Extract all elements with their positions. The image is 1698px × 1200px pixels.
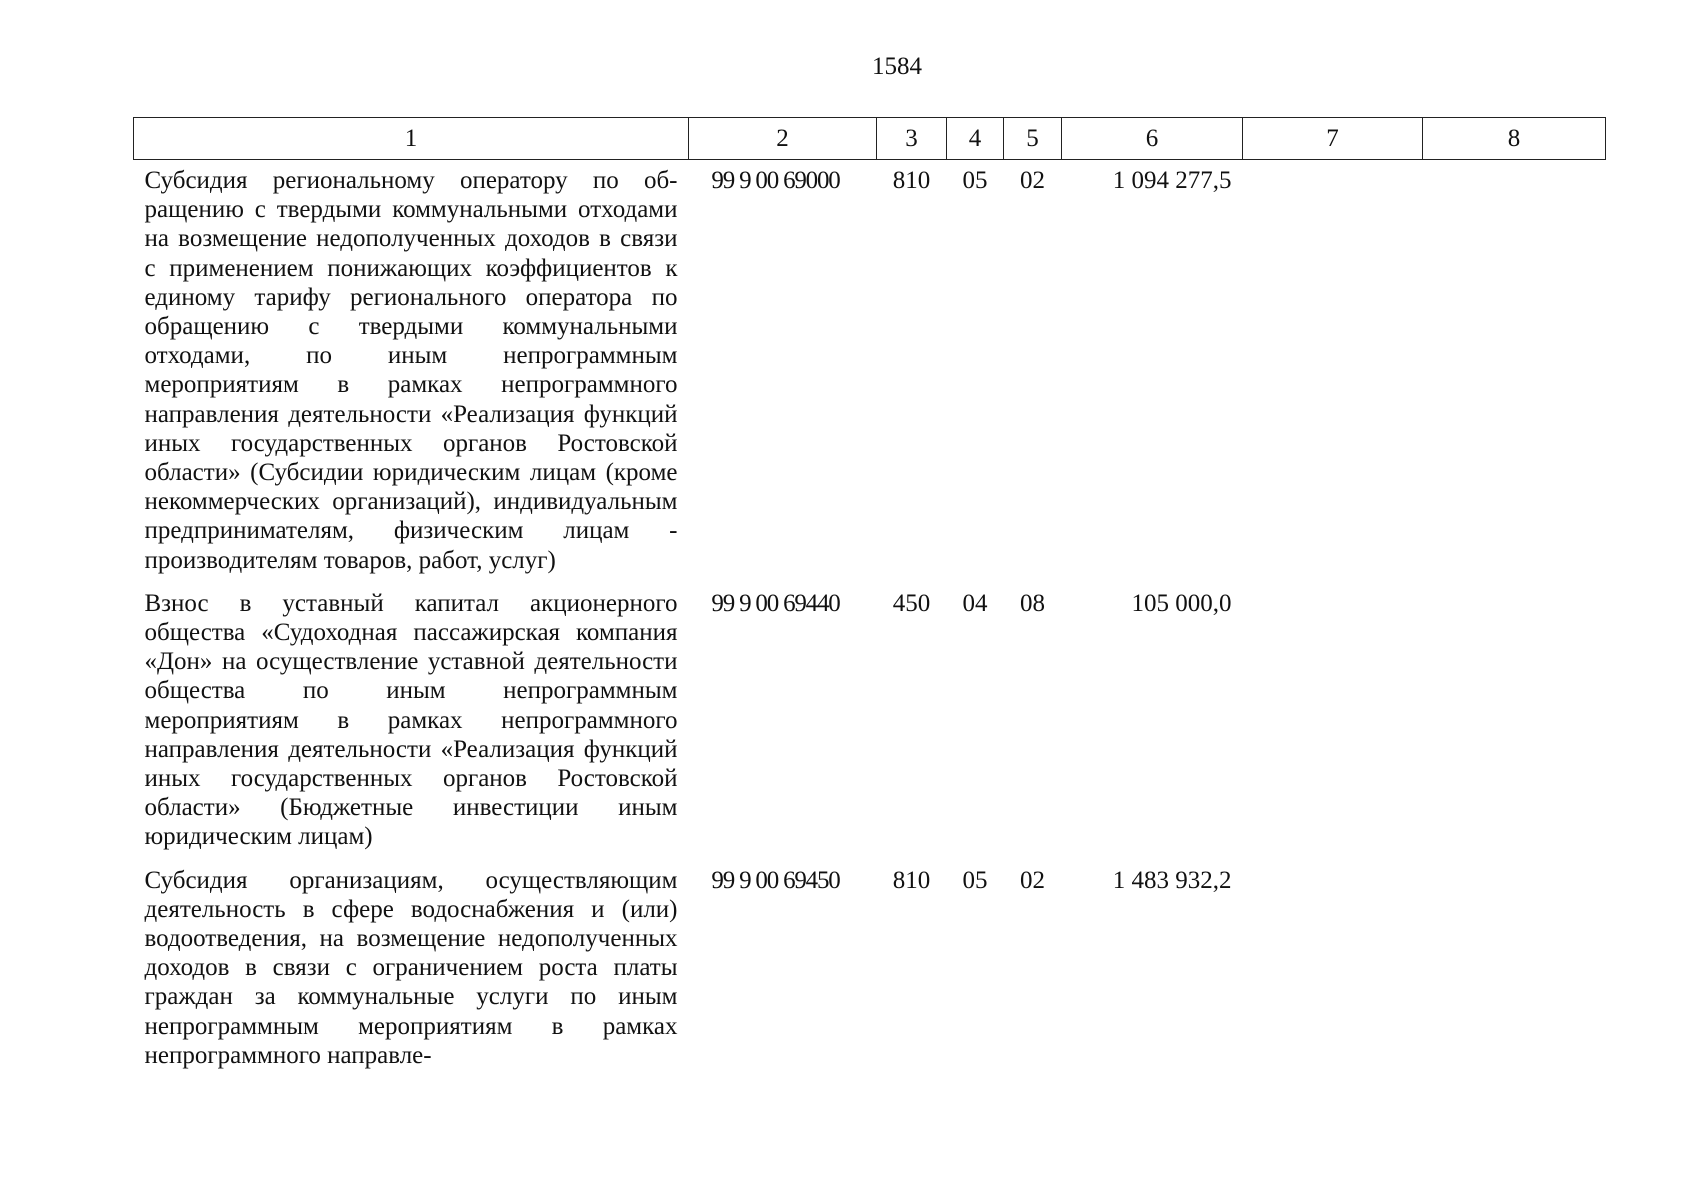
row-col8 bbox=[1423, 866, 1606, 1084]
column-header-1: 1 bbox=[134, 118, 689, 160]
column-header-2: 2 bbox=[689, 118, 877, 160]
column-header-5: 5 bbox=[1004, 118, 1062, 160]
table-row bbox=[134, 160, 1606, 589]
row-expense-type: 450 bbox=[892, 589, 931, 617]
column-header-8: 8 bbox=[1423, 118, 1606, 160]
row-expense-type: 810 bbox=[892, 167, 931, 194]
table-row bbox=[134, 589, 1606, 866]
row-subsection: 08 bbox=[1020, 589, 1045, 617]
row-amount: 105 000,0 bbox=[1131, 589, 1232, 617]
row-col7 bbox=[1243, 866, 1423, 1084]
page-number: 1584 bbox=[872, 53, 922, 80]
row-amount: 1 483 932,2 bbox=[1112, 866, 1232, 894]
row-subsection: 02 bbox=[1020, 167, 1045, 194]
row-target-code: 99 9 00 69000 bbox=[711, 167, 840, 194]
row-expense-type: 810 bbox=[892, 866, 931, 894]
row-subsection: 02 bbox=[1020, 866, 1045, 894]
row-description: Взнос в уставный капитал акционерного общества «Судоходная пассажирская компания «Дон» на осуществление уставной деятельности общества по иным непрограммным мероприятиям в рамках непрограммного направления деятельности «Реализация функций иных государственных органов Ростовской области» (Бюджетные инвестиции иным юридическим лицам) bbox=[144, 589, 678, 851]
budget-table bbox=[133, 117, 1606, 1084]
table-row bbox=[134, 866, 1606, 1084]
row-col7 bbox=[1243, 589, 1423, 866]
row-section: 04 bbox=[962, 589, 988, 617]
column-header-3: 3 bbox=[877, 118, 947, 160]
row-description: Субсидия организациям, осуществляющим деятельность в сфере водоснабжения и (или) водоотведения, на возмещение недополученных доходов в связи с ограничением роста платы граждан за коммунальные услуги по иным непрограммным мероприятиям в рамках непрограммного направле- bbox=[144, 866, 678, 1069]
column-header-4: 4 bbox=[947, 118, 1004, 160]
row-section: 05 bbox=[962, 167, 988, 194]
row-col7 bbox=[1243, 160, 1423, 589]
row-amount: 1 094 277,5 bbox=[1112, 167, 1232, 194]
row-section: 05 bbox=[962, 866, 988, 894]
column-header-7: 7 bbox=[1243, 118, 1423, 160]
table-header-row bbox=[134, 118, 1606, 160]
column-header-6: 6 bbox=[1062, 118, 1243, 160]
row-col8 bbox=[1423, 160, 1606, 589]
row-col8 bbox=[1423, 589, 1606, 866]
row-target-code: 99 9 00 69450 bbox=[711, 866, 840, 894]
row-target-code: 99 9 00 69440 bbox=[711, 589, 840, 617]
row-description: Субсидия региональному оператору по обращению с твердыми коммунальными отходами на возмещение недополученных доходов в связи с применением понижающих коэффициентов к единому тарифу регионального оператора по обращению с твердыми коммунальными отходами, по иным непрограммным мероприятиям в рамках непрограммного направления деятельности «Реализация функций иных государственных органов Ростовской области» (Субсидии юридическим лицам (кроме некоммерческих организаций), индивидуальным предпринимателям, физическим лицам - производителям товаров, работ, услуг) bbox=[144, 167, 678, 574]
